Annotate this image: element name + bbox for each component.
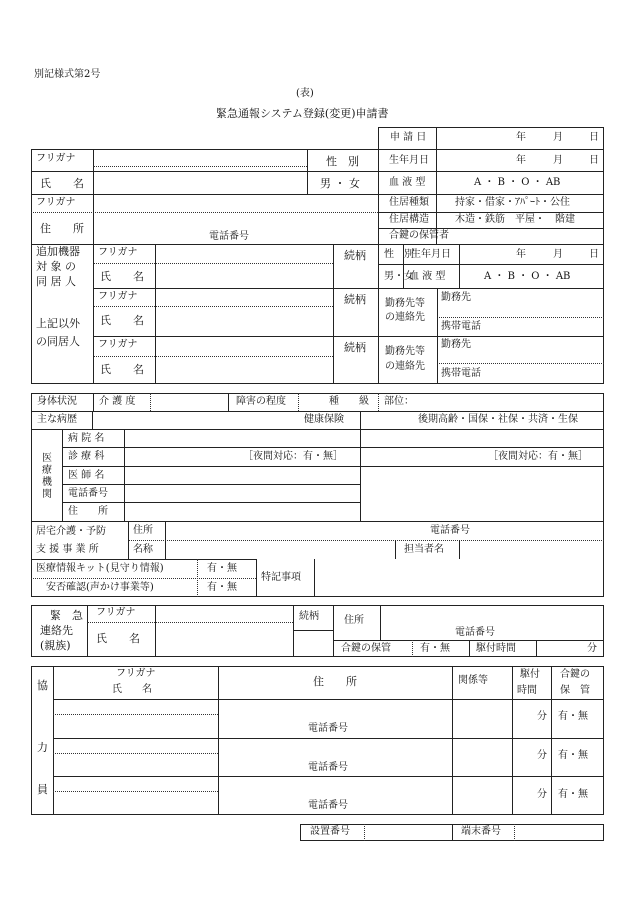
coop3-key-options[interactable]: 有・無 — [558, 789, 588, 800]
emergency-key-label: 合鍵の保管 — [341, 643, 391, 654]
form-number: 別記様式第2号 — [34, 69, 101, 80]
other-cohab1-contact-1: 勤務先等 — [385, 298, 425, 309]
applicant-name-label: 氏 名 — [40, 177, 84, 190]
other-cohab-label-1: 上記以外 — [36, 317, 80, 330]
other-cohab2-relation: 続柄 — [344, 341, 366, 354]
address-label: 住 所 — [40, 222, 84, 235]
other-cohab2-name: 氏 名 — [100, 363, 144, 376]
emergency-furigana: フリガナ — [96, 607, 136, 618]
gender-label: 性 別 — [326, 155, 359, 168]
coop2-key-options[interactable]: 有・無 — [558, 750, 588, 761]
coop1-key-options[interactable]: 有・無 — [558, 711, 588, 722]
safety-check-label: 安否確認(声かけ事業等) — [46, 582, 154, 593]
care-office-phone-label: 電話番号 — [430, 525, 470, 536]
medical-label-3: 機 — [42, 477, 52, 488]
other-cohab1-work: 勤務先 — [441, 292, 471, 303]
emergency-label-3: (親族) — [40, 639, 71, 652]
birth-year: 年 — [516, 155, 526, 166]
housing-type-label: 住居種類 — [389, 197, 429, 208]
cooperators-rush-1: 駆付 — [520, 669, 540, 680]
blood-label: 血 液 型 — [389, 177, 426, 188]
doctor-label: 医 師 名 — [68, 470, 105, 481]
device-cohab-blood-label: 血 液 型 — [409, 271, 446, 282]
coop1-minutes: 分 — [537, 711, 547, 722]
medical-label-4: 関 — [42, 489, 52, 500]
other-cohab1-mobile: 携帯電話 — [441, 321, 481, 332]
disability-label: 障害の程度 — [236, 396, 286, 407]
form-side: (表) — [296, 88, 314, 99]
coop2-phone-label: 電話番号 — [308, 762, 348, 773]
install-number-label: 設置番号 — [310, 826, 350, 837]
special-notes-label: 特記事項 — [261, 572, 301, 583]
device-cohab-label-2: 対 象 の — [36, 260, 76, 273]
care-office-name-label: 名称 — [133, 544, 153, 555]
emergency-name-label: 氏 名 — [96, 632, 140, 645]
cooperators-label-1: 協 — [37, 679, 48, 692]
other-cohab1-furigana: フリガナ — [98, 291, 138, 302]
coop3-minutes: 分 — [537, 789, 547, 800]
emergency-address-label: 住所 — [344, 615, 364, 626]
device-cohab-name-label: 氏 名 — [100, 270, 144, 283]
cooperators-address-label: 住 所 — [313, 675, 357, 688]
med-address-label: 住 所 — [68, 506, 108, 517]
illness-label: 主な病歴 — [37, 414, 77, 425]
housing-type-options[interactable]: 持家・借家・ｱﾊﾟｰﾄ・公住 — [455, 197, 570, 208]
medical-kit-options[interactable]: 有・無 — [207, 563, 237, 574]
gender-options[interactable]: 男 ・ 女 — [320, 177, 360, 190]
night-support-1[interactable]: ［夜間対応：有・無］ — [243, 451, 343, 462]
care-office-label-2: 支 援 事 業 所 — [36, 544, 99, 555]
terminal-number-label: 端末番号 — [461, 826, 501, 837]
other-cohab2-contact-1: 勤務先等 — [385, 346, 425, 357]
care-office-staff-label: 担当者名 — [404, 544, 444, 555]
coop2-minutes: 分 — [537, 750, 547, 761]
emergency-phone-label: 電話番号 — [455, 627, 495, 638]
other-cohab2-furigana: フリガナ — [98, 339, 138, 350]
page-title: 緊急通報システム登録(変更)申請書 — [216, 107, 389, 120]
device-cohab-furigana-label: フリガナ — [98, 247, 138, 258]
emergency-relation-label: 続柄 — [299, 611, 319, 622]
device-cohab-month: 月 — [553, 249, 563, 260]
device-cohab-birth-label: 生年月日 — [411, 249, 451, 260]
other-cohab1-name: 氏 名 — [100, 314, 144, 327]
physical-label: 身体状況 — [37, 396, 77, 407]
birth-day: 日 — [589, 155, 599, 166]
cooperators-relation-label: 関係等 — [458, 675, 488, 686]
medical-label-2: 療 — [42, 465, 52, 476]
insurance-options[interactable]: 後期高齢・国保・社保・共済・生保 — [418, 414, 578, 425]
device-cohab-label-1: 追加機器 — [36, 245, 80, 258]
device-cohab-day: 日 — [589, 249, 599, 260]
cooperators-key-1: 合鍵の — [560, 669, 590, 680]
housing-struct-label: 住居構造 — [389, 214, 429, 225]
med-phone-label: 電話番号 — [68, 488, 108, 499]
care-office-address-label: 住所 — [133, 525, 153, 536]
coop3-phone-label: 電話番号 — [308, 800, 348, 811]
emergency-minutes: 分 — [587, 643, 597, 654]
device-cohab-label-3: 同 居 人 — [36, 275, 76, 288]
address-furigana-label: フリガナ — [36, 197, 76, 208]
cooperators-furigana: フリガナ — [116, 668, 156, 679]
emergency-key-options[interactable]: 有・無 — [420, 643, 450, 654]
hospital-label: 病 院 名 — [68, 433, 105, 444]
other-cohab-label-2: の同居人 — [36, 335, 80, 348]
other-cohab1-contact-2: の連絡先 — [385, 312, 425, 323]
care-office-label-1: 居宅介護・予防 — [36, 526, 106, 537]
device-cohab-blood-options[interactable]: A ・ B ・ O ・ AB — [484, 271, 571, 282]
applicant-furigana-label: フリガナ — [36, 153, 76, 164]
device-cohab-gender-options[interactable]: 男・女 — [384, 271, 414, 282]
emergency-rush-label: 駆付時間 — [476, 643, 516, 654]
disability-kind-label: 種 級 — [329, 396, 369, 407]
safety-check-options[interactable]: 有・無 — [207, 582, 237, 593]
insurance-label: 健康保険 — [304, 414, 344, 425]
address-phone-label: 電話番号 — [209, 231, 249, 242]
cooperators-label-3: 員 — [37, 783, 48, 796]
blood-options[interactable]: A ・ B ・ O ・ AB — [474, 177, 561, 188]
dept-label: 診 療 科 — [68, 451, 105, 462]
other-cohab1-relation: 続柄 — [344, 293, 366, 306]
device-cohab-gender-label: 性 別 — [384, 249, 414, 260]
key-holder-label: 合鍵の保管者 — [389, 230, 449, 241]
body-part-label: 部位： — [384, 396, 414, 407]
app-month: 月 — [553, 132, 563, 143]
housing-struct-options[interactable]: 木造・鉄筋 平屋・ 階建 — [455, 214, 575, 225]
app-day: 日 — [589, 132, 599, 143]
application-date-label: 申 請 日 — [390, 132, 427, 143]
birthdate-label: 生年月日 — [389, 155, 429, 166]
device-cohab-relation-label: 続柄 — [344, 249, 366, 262]
cooperators-name-label: 氏 名 — [112, 684, 152, 695]
app-year: 年 — [516, 132, 526, 143]
cooperators-label-2: 力 — [37, 741, 48, 754]
medical-label-1: 医 — [42, 453, 52, 464]
device-cohab-year: 年 — [516, 249, 526, 260]
birth-month: 月 — [553, 155, 563, 166]
cooperators-key-2: 保 管 — [560, 685, 590, 696]
emergency-label-1: 緊 急 — [50, 609, 83, 622]
night-support-2[interactable]: ［夜間対応：有・無］ — [488, 451, 588, 462]
medical-kit-label: 医療情報キット(見守り情報) — [36, 563, 164, 574]
cooperators-rush-2: 時間 — [517, 685, 537, 696]
other-cohab2-work: 勤務先 — [441, 339, 471, 350]
coop1-phone-label: 電話番号 — [308, 723, 348, 734]
emergency-label-2: 連絡先 — [40, 624, 73, 637]
other-cohab2-contact-2: の連絡先 — [385, 361, 425, 372]
care-level-label: 介 護 度 — [99, 396, 136, 407]
other-cohab2-mobile: 携帯電話 — [441, 368, 481, 379]
